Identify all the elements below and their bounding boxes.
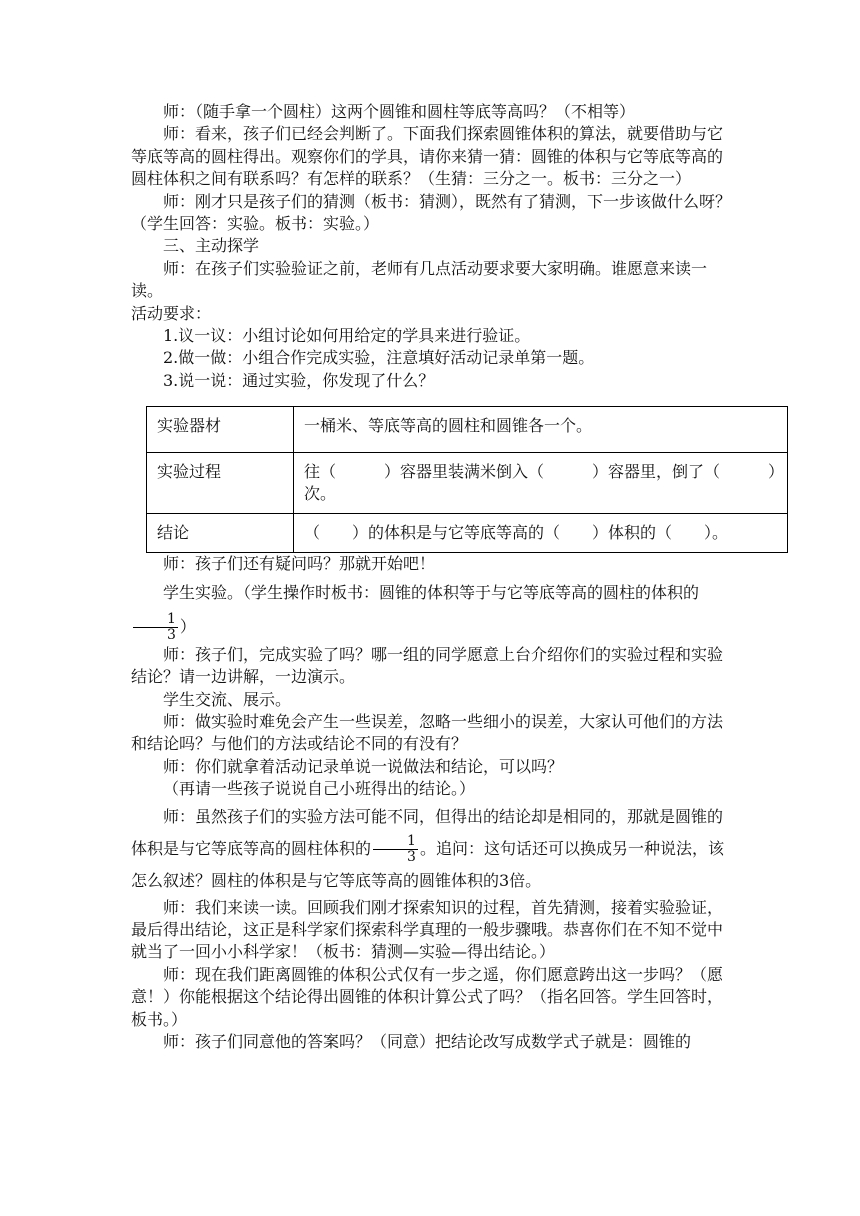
paragraph: 师：刚才只是孩子们的猜测（板书：猜测），既然有了猜测，下一步该做什么呀？（学生回答：实验。板书：实验。） — [131, 191, 732, 234]
paragraph-text: 师：虽然孩子们的实验方法可能不同，但得出的结论却是相同的，那就是圆锥的体积是与它等底等高的圆柱体积的 — [131, 806, 724, 858]
activity-requirements-heading: 活动要求： — [131, 303, 212, 323]
section-heading: 三、主动探学 — [163, 236, 260, 256]
list-item: 1.议一议：小组讨论如何用给定的学具来进行验证。 — [163, 326, 531, 346]
paragraph — [131, 576, 734, 644]
paragraph: 师：在孩子们实验验证之前，老师有几点活动要求要大家明确。谁愿意来读一读。 — [131, 258, 708, 301]
table-cell-value: 往（ ）容器里装满米倒入（ ）容器里，倒了（ ）次。 — [294, 453, 788, 514]
paragraph-text: 学生实验。（学生操作时板书：圆锥的体积等于与它等底等高的圆柱的体积的 — [163, 582, 700, 602]
fraction-one-third — [373, 834, 418, 865]
list-item: 2.做一做：小组合作完成实验，注意填好活动记录单第一题。 — [163, 348, 595, 368]
paragraph: 师：孩子们还有疑问吗？那就开始吧！ — [163, 554, 436, 574]
table-cell-label: 结论 — [147, 514, 294, 553]
fraction-denominator: 3 — [167, 626, 176, 643]
paragraph: 师：做实验时难免会产生一些误差，忽略一些细小的误差，大家认可他们的方法和结论吗？与他们的方法或结论不同的有没有？ — [131, 711, 724, 754]
paragraph: 师：孩子们，完成实验了吗？哪一组的同学愿意上台介绍你们的实验过程和实验结论？请一边讲解，一边演示。 — [131, 644, 724, 687]
table-cell-label: 实验器材 — [147, 407, 294, 453]
table-row — [147, 514, 788, 553]
paragraph-text: 。追问：这句话还可以换成另一种说法，该怎么叙述？圆柱的体积是与它等底等高的圆锥体积的3倍。 — [131, 838, 724, 890]
fraction-numerator: 1 — [133, 612, 178, 628]
table-row — [147, 453, 788, 514]
paragraph: 师：我们来读一读。回顾我们刚才探索知识的过程，首先猜测，接着实验验证，最后得出结论，这正是科学家们探索科学真理的一般步骤哦。恭喜你们在不知不觉中就当了一回小小科学家！（板书：猜测—实验—得出结论。） — [131, 897, 724, 962]
fraction-numerator: 1 — [373, 834, 418, 850]
paragraph: （再请一些孩子说说自己小班得出的结论。） — [163, 779, 476, 799]
table-cell-label: 实验过程 — [147, 453, 294, 514]
paragraph: 师：现在我们距离圆锥的体积公式仅有一步之遥，你们愿意跨出这一步吗？（愿意！）你能根据这个结论得出圆锥的体积计算公式了吗？（指名回答。学生回答时，板书。） — [131, 964, 724, 1029]
paragraph-text: ） — [179, 616, 196, 636]
document-body — [131, 101, 777, 1053]
table-cell-value: 一桶米、等底等高的圆柱和圆锥各一个。 — [294, 407, 788, 453]
fraction-denominator: 3 — [407, 848, 416, 865]
paragraph: 师：你们就拿着活动记录单说一说做法和结论，可以吗？ — [163, 756, 564, 776]
paragraph: 师：（随手拿一个圆柱）这两个圆锥和圆柱等底等高吗？（不相等） — [163, 102, 636, 121]
paragraph: 师：看来，孩子们已经会判断了。下面我们探索圆锥体积的算法，就要借助与它等底等高的圆柱得出。观察你们的学具，请你来猜一猜：圆锥的体积与它等底等高的圆柱体积之间有联系吗？有怎样的联系？（生猜：三分之一。板书：三分之一） — [131, 124, 724, 189]
list-item: 3.说一说：通过实验，你发现了什么？ — [163, 370, 435, 390]
paragraph — [131, 801, 734, 897]
activity-requirements-list — [131, 325, 734, 392]
table-row — [147, 407, 788, 453]
fraction-one-third — [133, 612, 178, 643]
paragraph: 学生交流、展示。 — [163, 689, 292, 709]
experiment-record-table — [146, 406, 788, 553]
table-cell-value: （ ）的体积是与它等底等高的（ ）体积的（ ）。 — [294, 514, 788, 553]
paragraph: 师：孩子们同意他的答案吗？（同意）把结论改写成数学式子就是：圆锥的 — [163, 1031, 692, 1051]
